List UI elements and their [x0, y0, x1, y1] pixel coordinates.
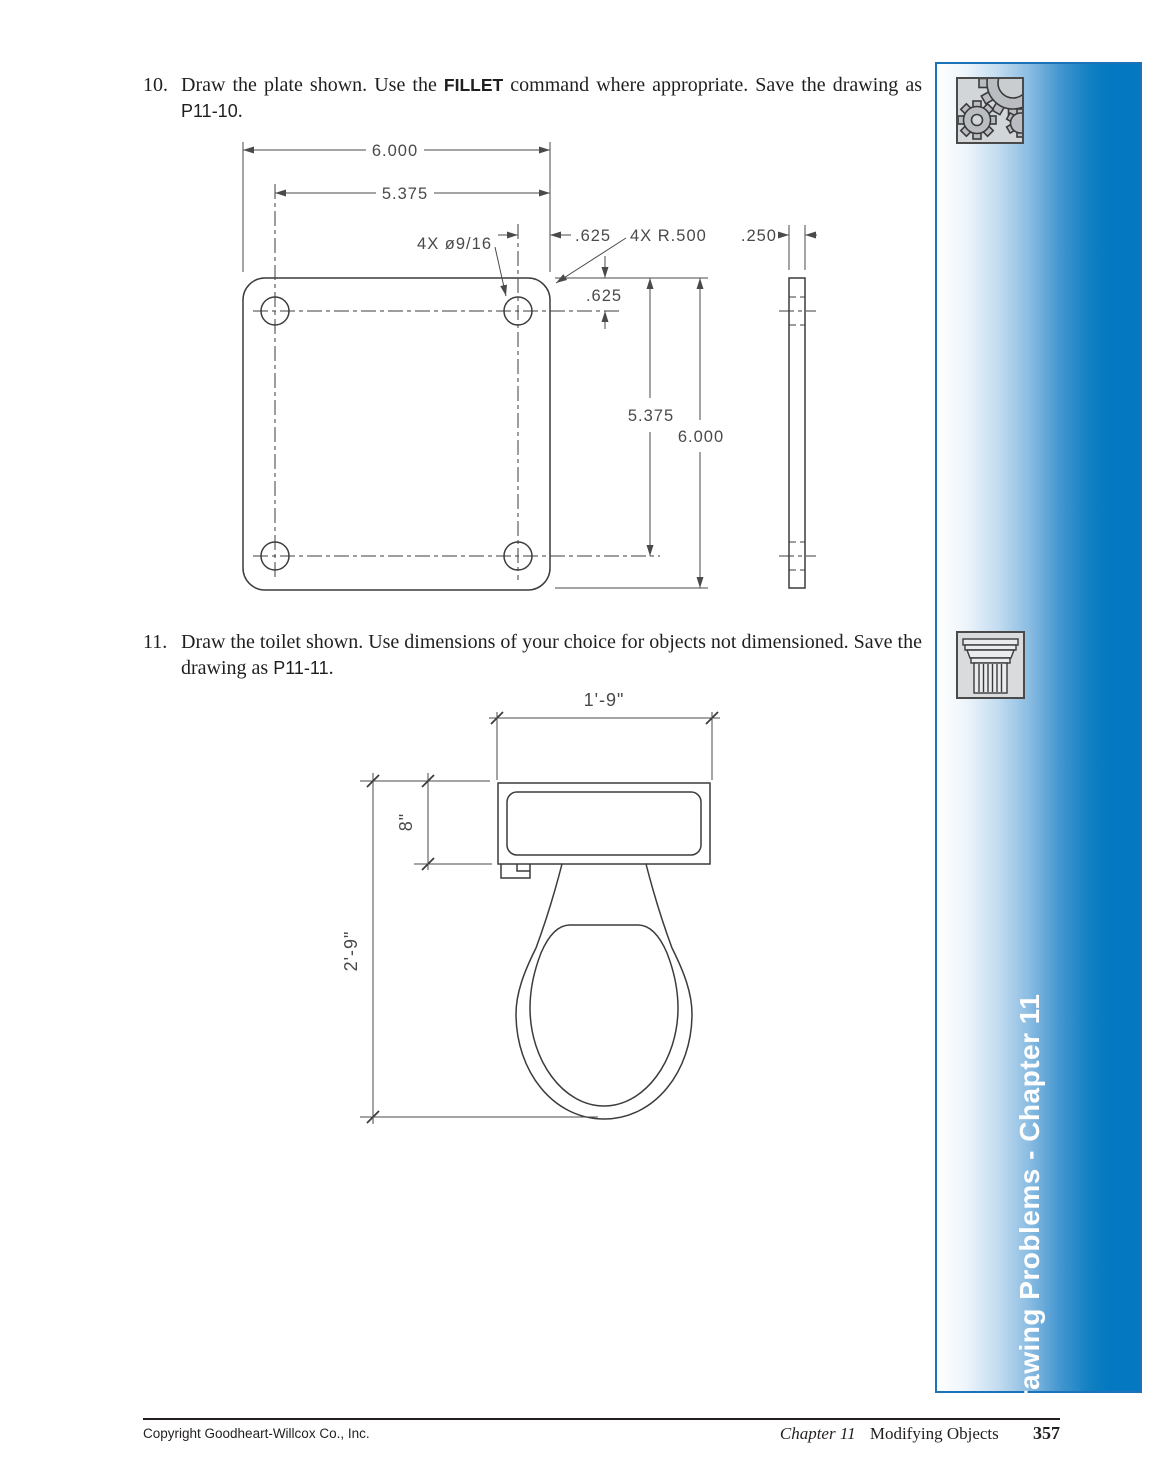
footer-copyright: Copyright Goodheart-Willcox Co., Inc.	[143, 1426, 370, 1441]
dim-toilet-total-depth: 2'-9"	[341, 930, 361, 972]
plate-drawing	[230, 135, 830, 600]
problem-11-number: 11.	[143, 631, 168, 653]
problem-10-text	[181, 72, 922, 124]
problem-text-segment: Draw the plate shown. Use the	[181, 74, 444, 96]
problem-text-segment: .	[328, 657, 334, 679]
problem-text-segment: Draw the toilet shown. Use dimensions of your choice for objects not dimensioned. Save the drawing as	[181, 631, 922, 679]
problem-10	[143, 72, 925, 124]
footer-section: Modifying Objects	[869, 1424, 999, 1443]
toilet-bowl	[516, 864, 692, 1119]
footer-chapter-info	[780, 1423, 1060, 1444]
problem-11-text	[181, 629, 922, 681]
dim-plate-fillet-note: 4X R.500	[630, 227, 707, 245]
column-icon	[956, 631, 1025, 704]
footer-rule	[143, 1418, 1060, 1420]
dim-toilet-tank-depth: 8"	[396, 812, 416, 832]
dim-plate-thickness: .250	[740, 227, 777, 245]
gears-icon	[956, 77, 1024, 149]
dim-plate-height-holes: 5.375	[627, 407, 675, 425]
plate-side-view	[779, 278, 816, 588]
problem-10-number: 10.	[143, 74, 168, 96]
problem-11	[143, 629, 925, 681]
dim-plate-height-total: 6.000	[677, 428, 725, 446]
plate-front-view	[243, 278, 550, 590]
problem-text-segment: command where appropriate. Save the drawing as	[503, 74, 923, 96]
toilet-tank	[498, 783, 710, 878]
dim-plate-offset-top: .625	[575, 227, 612, 245]
problem-text-segment: .	[237, 100, 243, 122]
file-name: P11-10	[181, 101, 238, 121]
dim-toilet-width: 1'-9"	[583, 690, 625, 710]
dim-plate-width-holes: 5.375	[381, 185, 429, 203]
dim-plate-holes-note: 4X ø9/16	[417, 235, 492, 253]
dim-plate-width-total: 6.000	[371, 142, 419, 160]
flush-handle	[501, 864, 530, 878]
sidebar-title: Drawing Problems - Chapter 11	[1014, 993, 1045, 1422]
dim-plate-offset-side: .625	[585, 287, 623, 305]
file-name: P11-11	[273, 658, 329, 678]
toilet-drawing	[340, 680, 735, 1135]
plate-dimensions	[243, 142, 817, 588]
page-number: 357	[1033, 1423, 1060, 1443]
command-name: FILLET	[443, 75, 504, 95]
toilet-dimensions	[341, 690, 720, 1124]
footer-chapter: Chapter 11	[779, 1424, 856, 1443]
